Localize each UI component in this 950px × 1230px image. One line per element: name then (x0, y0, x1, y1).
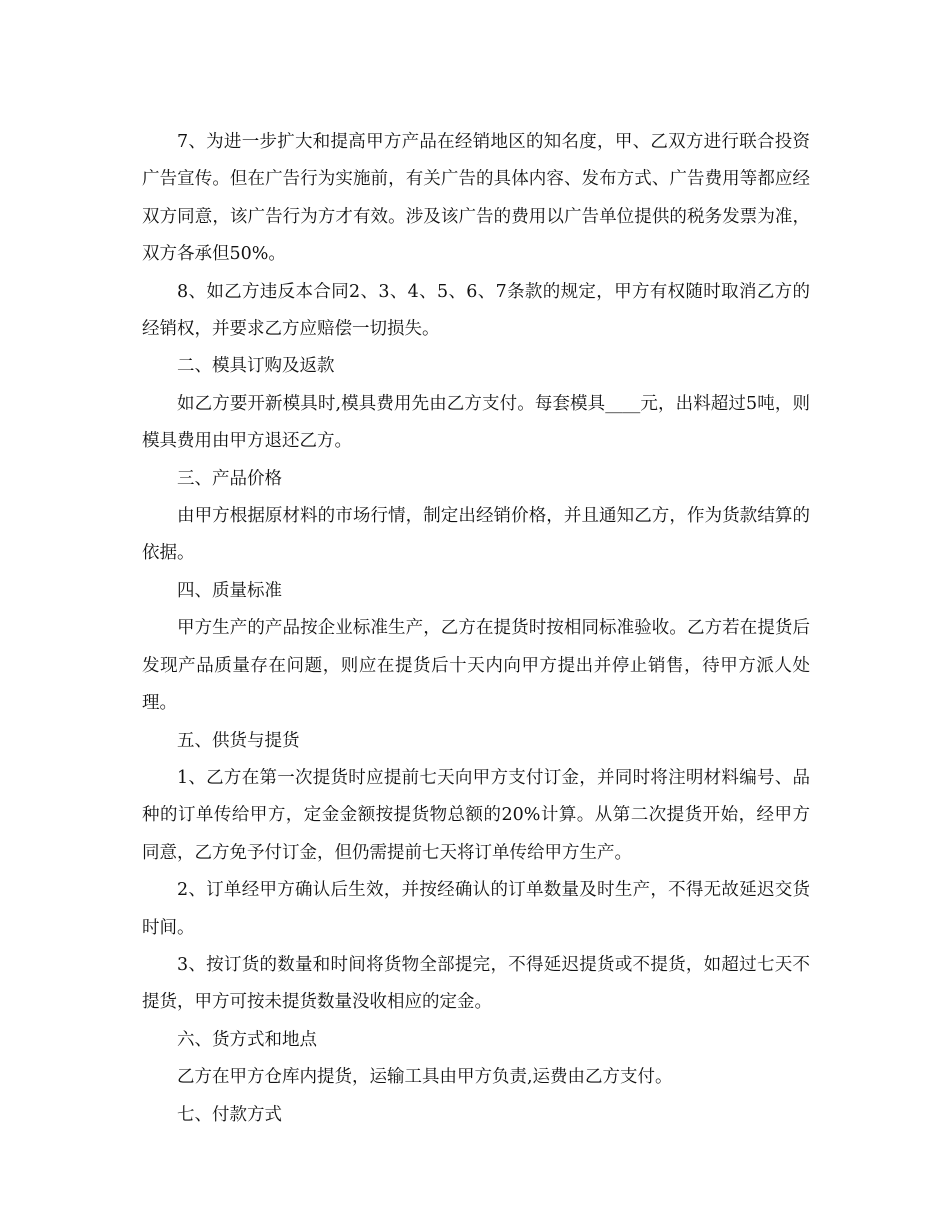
clause-8-breach: 8、如乙方违反本合同2、3、4、5、6、7条款的规定，甲方有权随时取消乙方的经销权，并要求乙方应赔偿一切损失。 (142, 281, 810, 340)
clause-supply-2: 2、订单经甲方确认后生效，并按经确认的订单数量及时生产，不得无故延迟交货时间。 (142, 880, 810, 938)
section-heading-payment: 七、付款方式 (177, 1104, 282, 1125)
section-heading-quality: 四、质量标准 (177, 580, 282, 601)
section-heading-supply: 五、供货与提货 (177, 730, 300, 751)
paragraph-quality: 甲方生产的产品按企业标准生产，乙方在提货时按相同标准验收。乙方若在提货后发现产品质量存在问题，则应在提货后十天内向甲方提出并停止销售，待甲方派人处理。 (142, 618, 810, 714)
section-heading-price: 三、产品价格 (177, 468, 282, 489)
paragraph-delivery: 乙方在甲方仓库内提货，运输工具由甲方负责,运费由乙方支付。 (177, 1067, 673, 1088)
section-heading-mold-order: 二、模具订购及返款 (177, 356, 335, 377)
document-body (142, 124, 810, 1134)
clause-supply-1: 1、乙方在第一次提货时应提前七天向甲方支付订金，并同时将注明材料编号、品种的订单传给甲方，定金金额按提货物总额的20%计算。从第二次提货开始，经甲方同意，乙方免予付订金，但仍需提前七天将订单传给甲方生产。 (142, 767, 810, 863)
paragraph-mold-cost: 如乙方要开新模具时,模具费用先由乙方支付。每套模具____元，出料超过5吨，则模具费用由甲方退还乙方。 (142, 393, 810, 452)
clause-7-advertising: 7、为进一步扩大和提高甲方产品在经销地区的知名度，甲、乙双方进行联合投资广告宣传。但在广告行为实施前，有关广告的具体内容、发布方式、广告费用等都应经双方同意，该广告行为方才有效。涉及该广告的费用以广告单位提供的税务发票为准，双方各承但50%。 (142, 132, 810, 265)
paragraph-price: 由甲方根据原材料的市场行情，制定出经销价格，并且通知乙方，作为货款结算的依据。 (142, 506, 810, 564)
section-heading-delivery: 六、货方式和地点 (177, 1029, 317, 1050)
clause-supply-3: 3、按订货的数量和时间将货物全部提完，不得延迟提货或不提货，如超过七天不提货，甲方可按未提货数量没收相应的定金。 (142, 954, 810, 1013)
